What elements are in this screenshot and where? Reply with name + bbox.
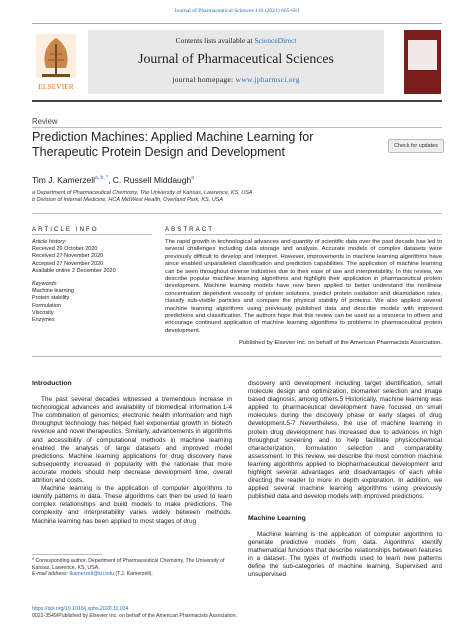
article-info [32,239,152,324]
article-info-heading: ARTICLE INFO [32,226,99,233]
history-item: Accepted 27 November 2020 [32,260,104,267]
paragraph: The past several decades witnessed a tremendous increase in technological advances and availability of biomedical information.1-4 The combination of genomics, electronic health information and high throughput technology has helped fuel exponential growth in biotech revenue and novel therapeutics. Similarly, advancements in algorithms and accessibility of computational methods in machine learning enabled the analysis of large datasets and improved model predictions. Machine learning applications for drug discovery have subsequently increased in popularity with the rationale that more accurate models should help decrease development time, overall attrition and costs. [32,396,232,485]
homepage-link[interactable]: www.jpharmsci.org [235,75,300,84]
left-column [32,380,232,526]
footnote-text: * Corresponding author. Department of Pharmaceutical Chemistry, The University of Kansas, Lawrence, KS, USA. [32,558,225,571]
affiliation: b Division of Internal Medicine, HCA MidWest Health, Overland Park, KS, USA [32,197,224,203]
divider [32,234,152,235]
author-list [32,175,194,185]
keywords-label: Keywords: [32,281,58,288]
check-updates-label: Check for updates [394,143,438,149]
keyword: Machine learning [32,288,74,295]
affiliation: a Department of Pharmaceutical Chemistry, The University of Kansas, Lawrence, KS, USA [32,190,253,196]
paragraph: Machine learning is the application of computer algorithms to identify patterns in data. These algorithms can then be used to learn complex relationships and build models to make predictions. The complexity and interpretability varies widely between methods. Machine learning has been applied to most stages of drug [32,485,232,525]
homepage-line [88,75,384,84]
email-line [32,571,232,578]
keyword: Enzymes [32,317,55,324]
elsevier-logo [32,30,80,94]
author-name[interactable]: C. Russell Middaugh [112,175,192,185]
divider [165,234,442,235]
journal-cover-thumbnail [404,30,441,94]
history-label: Article history: [32,239,67,245]
keyword: Viscosity [32,309,54,316]
author-separator: , [108,175,113,185]
history-item: Available online 2 December 2020 [32,267,116,274]
doi-link[interactable]: https://doi.org/10.1016/j.xphs.2020.11.034 [32,606,129,612]
keyword: Formulation [32,302,62,309]
author-name[interactable]: Tim J. Kamerzell [32,175,95,185]
paragraph: discovery and development including target identification, small molecule design and optimization, biomarker selection and image based diagnosis, among others.5 Historically, machine learning was applied to pharmaceutical development have focused on small molecules during the discovery phase or early stages of drug development.5-7 Nevertheless, the use of machine learning in protein drug development has increased due to advances in high throughput screening and to help facilitate physicochemical characterization, formulation selection and comparability assessment. In this review, we describe the most common machine learning algorithms applied to biopharmaceutical development and highlight several advantages and disadvantages of each while directing the reader to more in depth exploration. In addition, we applied several machine learning algorithms using previously published data and develop models with improved predictions. [248,380,442,501]
corresponding-author-footnote [32,558,232,578]
abstract-heading: ABSTRACT [165,226,215,233]
journal-title: Journal of Pharmaceutical Sciences [138,51,334,66]
section-heading-machine-learning: Machine Learning [248,515,306,523]
cover-image [408,40,437,70]
journal-header [32,23,442,102]
history-item: Received 27 November 2020 [32,253,104,260]
email-label: E-mail address: [32,571,70,578]
paragraph: Machine learning is the application of computer algorithms to generate predictive models from data. Algorithms identify mathematical functions that describe relationships between features in a dataset. The types of methods used to learn new patterns define the sub-categories of machine learning. Supervised and unsupervised [248,530,442,578]
article-title: Prediction Machines: Applied Machine Learning for Therapeutic Protein Design and Development [32,130,314,159]
page-footer [32,606,237,619]
email-suffix: (T.J. Kamerzell). [113,571,153,578]
author-superscript[interactable]: a, b, * [94,175,109,182]
journal-citation[interactable]: Journal of Pharmaceutical Sciences 110 (2021) 665-681 [174,8,300,14]
history-item: Received 29 October 2020 [32,246,98,253]
abstract-text: The rapid growth in technological advances and quantity of scientific data over the past decade has led to several challenges including data storage and analysis. Accurate models of complex datasets were previously difficult to develop and interpret. However, improvements in machine learning algorithms have since enabled unparalleled classification and prediction capabilities. The application of machine learning can be seen throughout diverse industries due to their ease of use and interpretability. In this review, we describe popular machine learning algorithms and highlight their application in pharmaceutical protein development. Machine learning models have now been applied to better understand the nonlinear concentration dependent viscosity of protein solutions, predict protein oxidation and deamidation rates, classify sub-visible particles and compare the physical stability of proteins. We also applied several machine learning algorithms using previously published data and describe models with improved predictions and classification. The authors hope that this review can be used as a resource to others and encourage continued application of machine learning algorithms to problems in pharmaceutical protein development. [165,239,442,334]
journal-title-box [88,30,384,94]
contents-prefix: Contents lists available at [175,36,255,45]
keyword: Protein stability [32,295,70,302]
check-for-updates-button[interactable] [388,139,444,153]
email-link[interactable]: tkamerzell@ku.edu [69,571,114,578]
author-superscript[interactable]: a [191,175,195,182]
footnote-divider [32,554,102,555]
elsevier-wordmark: ELSEVIER [38,82,74,91]
copyright: 0022-3549/Published by Elsevier Inc. on behalf of the American Pharmacists Association. [32,612,238,619]
divider [32,127,442,128]
sciencedirect-link[interactable]: ScienceDirect [254,36,297,45]
divider [32,213,442,214]
divider [32,356,442,357]
article-type: Review [32,117,58,126]
section-heading-introduction: Introduction [32,380,72,387]
homepage-prefix: journal homepage: [172,75,236,84]
contents-line [88,36,384,45]
publisher-note: Published by Elsevier Inc. on behalf of the American Pharmacists Association. [238,340,442,346]
right-column [248,380,442,579]
